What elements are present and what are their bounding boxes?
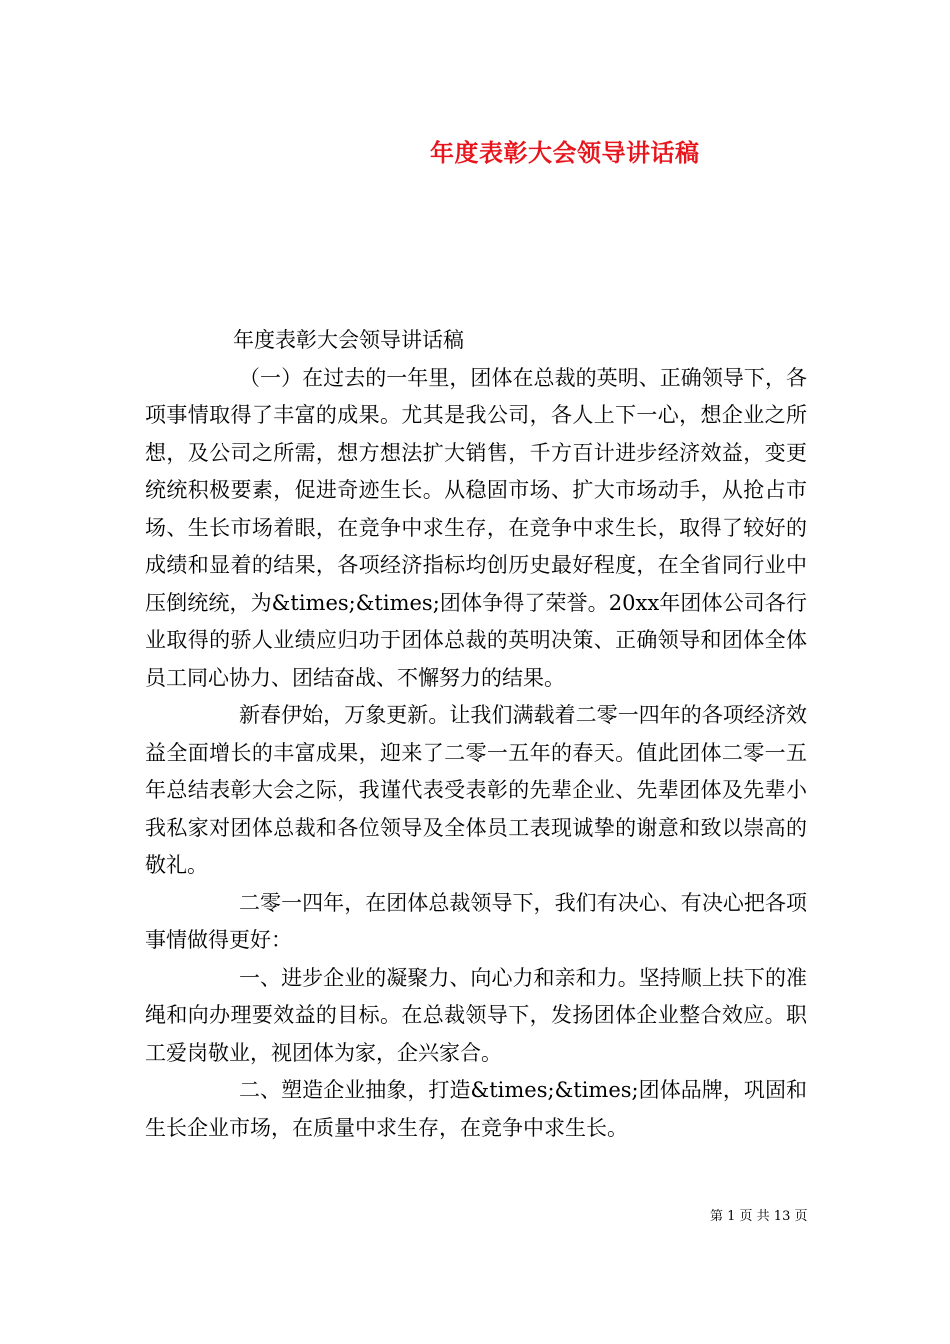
document-body [145,322,807,1147]
page-number-footer: 第 1 页 共 13 页 [710,1209,808,1224]
paragraph-5: 二、塑造企业抽象，打造&times;&times;团体品牌，巩固和生长企业市场，在质量中求生存，在竞争中求生长。 [145,1078,807,1140]
document-subtitle: 年度表彰大会领导讲话稿 [233,328,464,352]
paragraph-3: 二零一四年，在团体总裁领导下，我们有决心、有决心把各项事情做得更好： [145,890,807,952]
paragraph-4: 一、进步企业的凝聚力、向心力和亲和力。坚持顺上扶下的准绳和向办理要效益的目标。在总裁领导下，发扬团体企业整合效应。职工爱岗敬业，视团体为家，企兴家合。 [145,965,807,1065]
paragraph-1: （一）在过去的一年里，团体在总裁的英明、正确领导下，各项事情取得了丰富的成果。尤其是我公司，各人上下一心，想企业之所想，及公司之所需，想方想法扩大销售，千方百计进步经济效益，变更统统积极要素，促进奇迹生长。从稳固市场、扩大市场动手，从抢占市场、生长市场着眼，在竞争中求生存，在竞争中求生长，取得了较好的成绩和显着的结果，各项经济指标均创历史最好程度，在全省同行业中压倒统统，为&times;&times;团体争得了荣誉。20xx年团体公司各行业取得的骄人业绩应归功于团体总裁的英明决策、正确领导和团体全体员工同心协力、团结奋战、不懈努力的结果。 [145,365,807,690]
paragraph-2: 新春伊始，万象更新。让我们满载着二零一四年的各项经济效益全面增长的丰富成果，迎来了二零一五年的春天。值此团体二零一五年总结表彰大会之际，我谨代表受表彰的先辈企业、先辈团体及先辈小我私家对团体总裁和各位领导及全体员工表现诚挚的谢意和致以崇高的敬礼。 [145,703,807,877]
document-title: 年度表彰大会领导讲话稿 [430,138,700,167]
